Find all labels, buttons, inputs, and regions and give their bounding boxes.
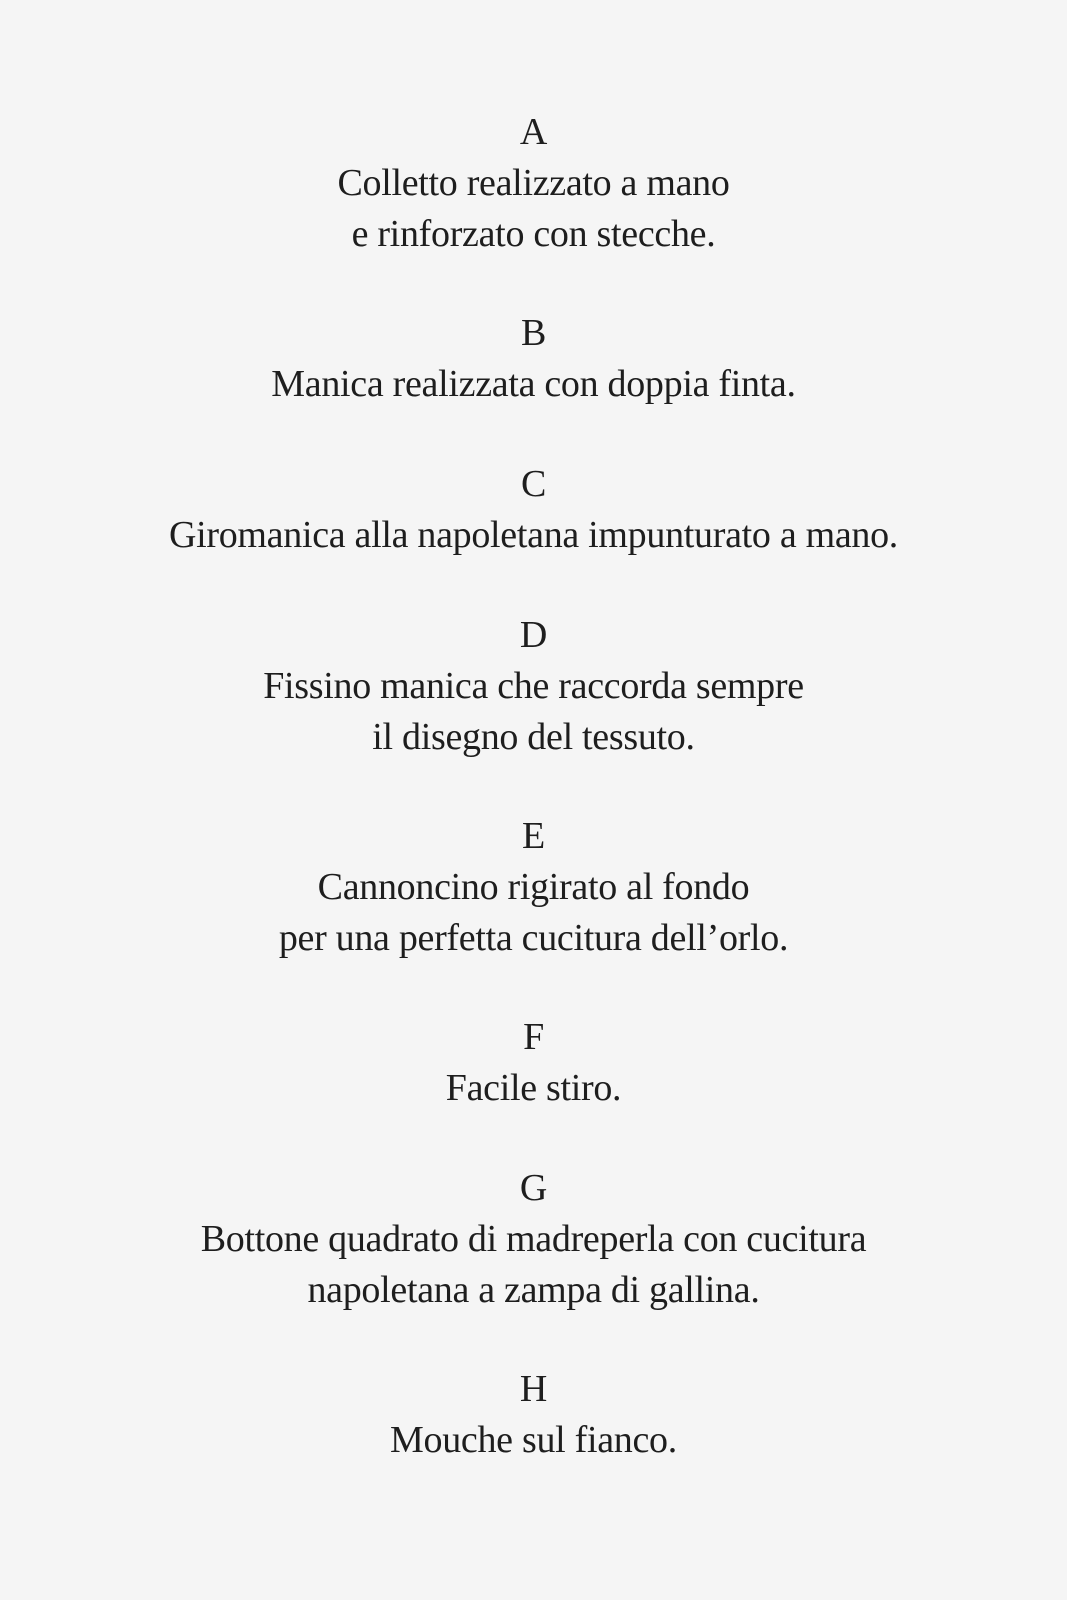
feature-line: Giromanica alla napoletana impunturato a mano. [168,514,899,556]
feature-line: Mouche sul fianco. [390,1419,677,1461]
feature-item-a [0,107,1067,260]
feature-line: Colletto realizzato a mano [337,162,730,204]
feature-letter: F [523,1016,544,1058]
feature-item-g [0,1163,1067,1316]
feature-line: Bottone quadrato di madreperla con cucitura [200,1218,867,1260]
feature-line: e rinforzato con stecche. [351,213,716,255]
feature-letter: H [519,1368,548,1410]
feature-item-b [0,308,1067,410]
feature-letter: A [519,111,548,153]
feature-item-f [0,1012,1067,1114]
feature-line: napoletana a zampa di gallina. [307,1269,760,1311]
feature-item-e [0,811,1067,964]
feature-line: per una perfetta cucitura dell’orlo. [278,917,789,959]
feature-item-c [0,459,1067,561]
feature-line: Manica realizzata con doppia finta. [271,363,796,405]
feature-line: Fissino manica che raccorda sempre [263,665,804,707]
feature-item-d [0,610,1067,763]
feature-letter: C [520,463,547,505]
feature-line: Cannoncino rigirato al fondo [317,866,750,908]
feature-item-h [0,1364,1067,1466]
feature-letter: E [522,815,545,857]
feature-letter: B [520,312,547,354]
feature-line: il disegno del tessuto. [372,716,695,758]
feature-letter: G [519,1167,548,1209]
feature-line: Facile stiro. [445,1067,622,1109]
feature-letter: D [519,614,548,656]
